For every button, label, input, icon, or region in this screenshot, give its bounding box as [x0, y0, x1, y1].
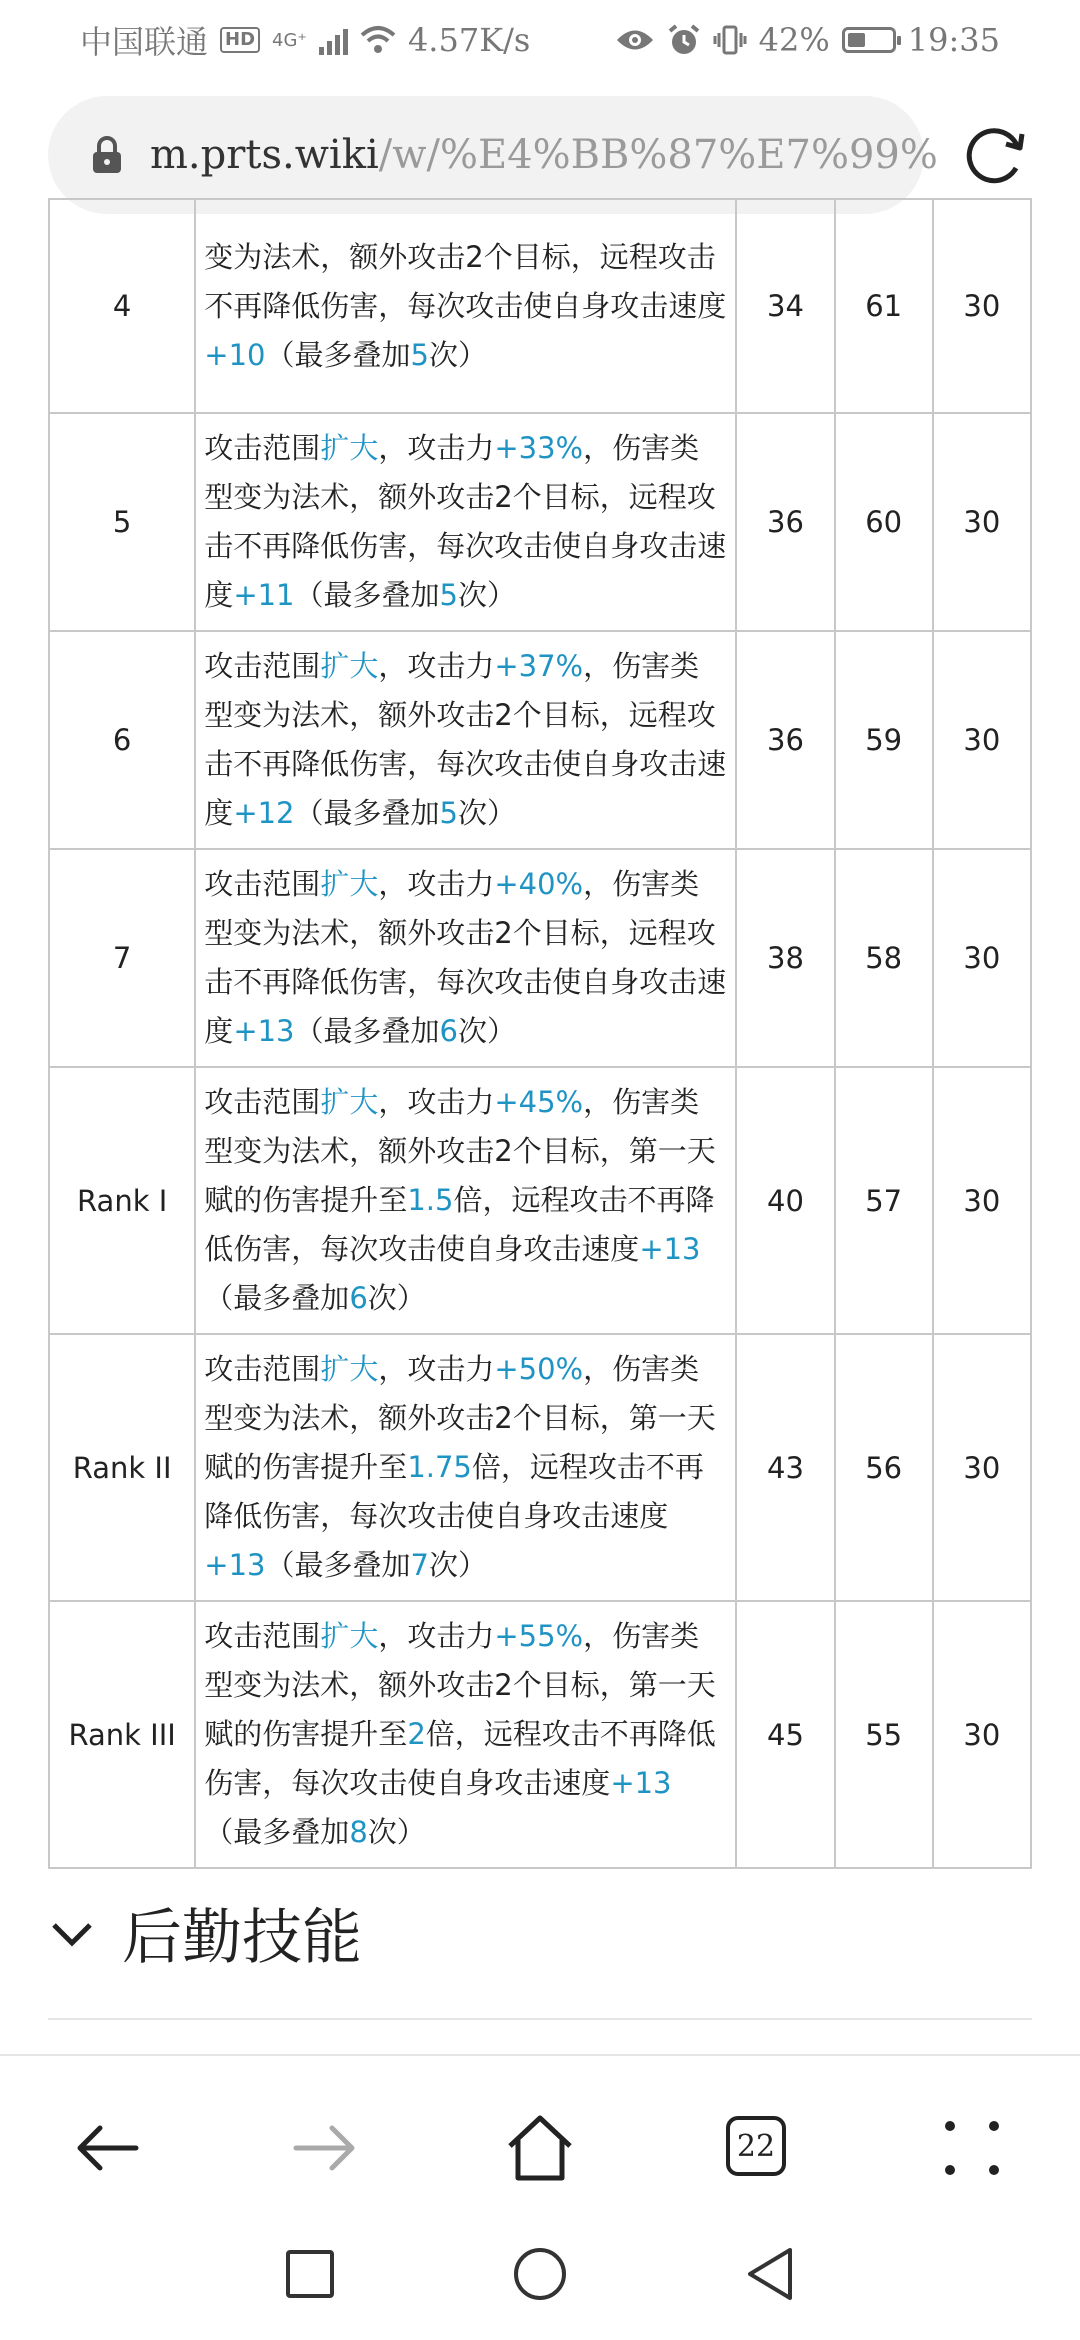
description-text: ，伤害类型变为法术，额外攻击2个目标，远程攻击不再降低伤害，每次攻击使自身攻击速度 [204, 649, 727, 830]
highlight-value: 1.75 [407, 1450, 472, 1484]
description-text: ，伤害类型变为法术，额外攻击2个目标，远程攻击不再降低伤害，每次攻击使自身攻击速度 [204, 867, 727, 1048]
sp-cost-cell: 43 [736, 1334, 834, 1601]
highlight-value: 6 [349, 1281, 368, 1315]
highlight-value: +50% [494, 1352, 584, 1386]
initial-sp-cell: 56 [835, 1334, 933, 1601]
wifi-icon [360, 25, 396, 55]
skill-level-cell: 6 [49, 631, 195, 849]
battery-icon [842, 27, 896, 53]
description-text: （最多叠加 [204, 1281, 350, 1315]
tabs-icon[interactable] [726, 2116, 786, 2176]
table-row [49, 1067, 1031, 1334]
clock: 19:35 [907, 21, 1000, 59]
description-text: 变为法术，额外攻击2个目标，远程攻击不再降低伤害，每次攻击使自身攻击速度 [204, 239, 727, 323]
description-text: 攻击范围 [204, 867, 321, 901]
skill-level-cell: Rank III [49, 1601, 195, 1868]
description-text: ，伤害类型变为法术，额外攻击2个目标，第一天赋的伤害提升至 [204, 1352, 716, 1484]
description-text: （最多叠加 [265, 337, 411, 372]
table-row [49, 199, 1031, 413]
eye-icon [615, 27, 655, 53]
description-text: （最多叠加 [204, 1815, 350, 1849]
vibrate-icon [713, 23, 747, 57]
description-text: 次） [428, 337, 487, 372]
highlight-value: 扩大 [320, 1085, 379, 1119]
url-text [150, 132, 938, 178]
skill-description-cell [195, 199, 736, 413]
sp-cost-cell: 38 [736, 849, 834, 1067]
description-text: ，攻击力 [378, 649, 495, 683]
carrier-name: 中国联通 [80, 23, 209, 61]
highlight-value: 8 [349, 1815, 368, 1849]
highlight-value: +13 [204, 1548, 266, 1582]
description-text: ，攻击力 [378, 867, 495, 901]
status-bar [0, 0, 1080, 80]
skill-description-cell [195, 631, 736, 849]
table-row [49, 1601, 1031, 1868]
chevron-down-icon [48, 1909, 96, 1957]
table-row [49, 631, 1031, 849]
hd-badge: HD [220, 27, 260, 53]
recents-square-icon[interactable] [284, 2248, 336, 2300]
menu-dots-icon[interactable] [936, 2112, 1008, 2184]
tab-count: 22 [736, 2128, 776, 2164]
highlight-value: 7 [410, 1548, 429, 1582]
duration-cell: 30 [933, 1601, 1031, 1868]
highlight-value: 5 [410, 337, 429, 372]
highlight-value: +11 [233, 578, 295, 612]
initial-sp-cell: 61 [835, 199, 933, 413]
battery-fill [848, 33, 866, 47]
sp-cost-cell: 34 [736, 199, 834, 413]
network-speed: 4.57K/s [407, 21, 531, 59]
section-title: 后勤技能 [122, 1903, 362, 1973]
highlight-value: +10 [204, 337, 266, 372]
description-text: 倍，远程攻击不再降低伤害，每次攻击使自身攻击速度 [204, 1717, 716, 1800]
highlight-value: 2 [407, 1717, 426, 1751]
highlight-value: +45% [494, 1085, 584, 1119]
highlight-value: +12 [233, 796, 295, 830]
skill-description-cell [195, 1334, 736, 1601]
description-text: ，伤害类型变为法术，额外攻击2个目标，远程攻击不再降低伤害，每次攻击使自身攻击速度 [204, 431, 727, 612]
battery-percent: 42% [758, 21, 830, 59]
highlight-value: +13 [610, 1766, 672, 1800]
highlight-value: 扩大 [320, 867, 379, 901]
highlight-value: 扩大 [320, 431, 379, 465]
sp-cost-cell: 45 [736, 1601, 834, 1868]
skill-description-cell [195, 1601, 736, 1868]
highlight-value: +13 [233, 1014, 295, 1048]
duration-cell: 30 [933, 631, 1031, 849]
sp-cost-cell: 40 [736, 1067, 834, 1334]
description-text: 攻击范围 [204, 431, 321, 465]
description-text: 攻击范围 [204, 1352, 321, 1386]
reload-icon[interactable] [958, 118, 1032, 192]
description-text: （最多叠加 [294, 796, 440, 830]
description-text: 攻击范围 [204, 1619, 321, 1653]
alarm-icon [667, 23, 701, 57]
highlight-value: +33% [494, 431, 584, 465]
url-path: /w/%E4%BB%87%E7%99% [378, 132, 938, 178]
skill-description-cell [195, 413, 736, 631]
initial-sp-cell: 55 [835, 1601, 933, 1868]
lock-icon [90, 135, 124, 175]
highlight-value: +37% [494, 649, 584, 683]
highlight-value: 扩大 [320, 649, 379, 683]
duration-cell: 30 [933, 413, 1031, 631]
description-text: 次） [367, 1281, 426, 1315]
initial-sp-cell: 59 [835, 631, 933, 849]
home-icon[interactable] [504, 2112, 576, 2184]
description-text: ，攻击力 [378, 1619, 495, 1653]
description-text: （最多叠加 [294, 1014, 440, 1048]
duration-cell: 30 [933, 199, 1031, 413]
browser-bottom-nav [0, 2054, 1080, 2228]
back-triangle-icon[interactable] [744, 2246, 796, 2302]
signal-icon [319, 25, 348, 55]
skill-level-cell: 4 [49, 199, 195, 413]
skill-level-cell: 7 [49, 849, 195, 1067]
status-left [80, 17, 530, 63]
description-text: 次） [428, 1548, 487, 1582]
url-host: m.prts.wiki [150, 132, 379, 178]
description-text: 次） [457, 1014, 516, 1048]
skill-level-cell: 5 [49, 413, 195, 631]
highlight-value: 5 [439, 578, 458, 612]
forward-arrow-icon[interactable] [288, 2112, 360, 2184]
highlight-value: +55% [494, 1619, 584, 1653]
initial-sp-cell: 57 [835, 1067, 933, 1334]
table-row [49, 413, 1031, 631]
skill-level-cell: Rank I [49, 1067, 195, 1334]
description-text: 倍，远程攻击不再降低伤害，每次攻击使自身攻击速度 [204, 1450, 704, 1533]
description-text: 攻击范围 [204, 1085, 321, 1119]
description-text: （最多叠加 [294, 578, 440, 612]
back-arrow-icon[interactable] [72, 2112, 144, 2184]
description-text: 次） [457, 796, 516, 830]
highlight-value: 扩大 [320, 1619, 379, 1653]
system-nav-bar [0, 2226, 1080, 2340]
highlight-value: 6 [439, 1014, 458, 1048]
initial-sp-cell: 60 [835, 413, 933, 631]
description-text: 攻击范围 [204, 649, 321, 683]
description-text: ，伤害类型变为法术，额外攻击2个目标，第一天赋的伤害提升至 [204, 1619, 716, 1751]
skill-description-cell [195, 849, 736, 1067]
description-text: ，攻击力 [378, 431, 495, 465]
description-text: ，攻击力 [378, 1352, 495, 1386]
description-text: 次） [367, 1815, 426, 1849]
status-right [615, 21, 1000, 59]
network-type: 4G⁺ [272, 29, 307, 51]
section-header-logistics[interactable] [48, 1890, 362, 1976]
duration-cell: 30 [933, 1334, 1031, 1601]
skill-description-cell [195, 1067, 736, 1334]
skill-level-cell: Rank II [49, 1334, 195, 1601]
sp-cost-cell: 36 [736, 413, 834, 631]
description-text: （最多叠加 [265, 1548, 411, 1582]
duration-cell: 30 [933, 849, 1031, 1067]
duration-cell: 30 [933, 1067, 1031, 1334]
highlight-value: 扩大 [320, 1352, 379, 1386]
description-text: 倍，远程攻击不再降低伤害，每次攻击使自身攻击速度 [204, 1183, 715, 1266]
home-circle-icon[interactable] [512, 2246, 568, 2302]
section-divider [48, 2018, 1032, 2020]
highlight-value: +13 [639, 1232, 701, 1266]
description-text: ，攻击力 [378, 1085, 495, 1119]
skill-level-table-viewport[interactable] [48, 238, 1032, 1849]
description-text: ，伤害类型变为法术，额外攻击2个目标，第一天赋的伤害提升至 [204, 1085, 716, 1217]
description-text: 次） [457, 578, 516, 612]
highlight-value: +40% [494, 867, 584, 901]
sp-cost-cell: 36 [736, 631, 834, 849]
highlight-value: 1.5 [407, 1183, 454, 1217]
initial-sp-cell: 58 [835, 849, 933, 1067]
table-row [49, 1334, 1031, 1601]
skill-level-table [48, 198, 1032, 1869]
table-row [49, 849, 1031, 1067]
address-bar[interactable] [48, 96, 938, 214]
highlight-value: 5 [439, 796, 458, 830]
